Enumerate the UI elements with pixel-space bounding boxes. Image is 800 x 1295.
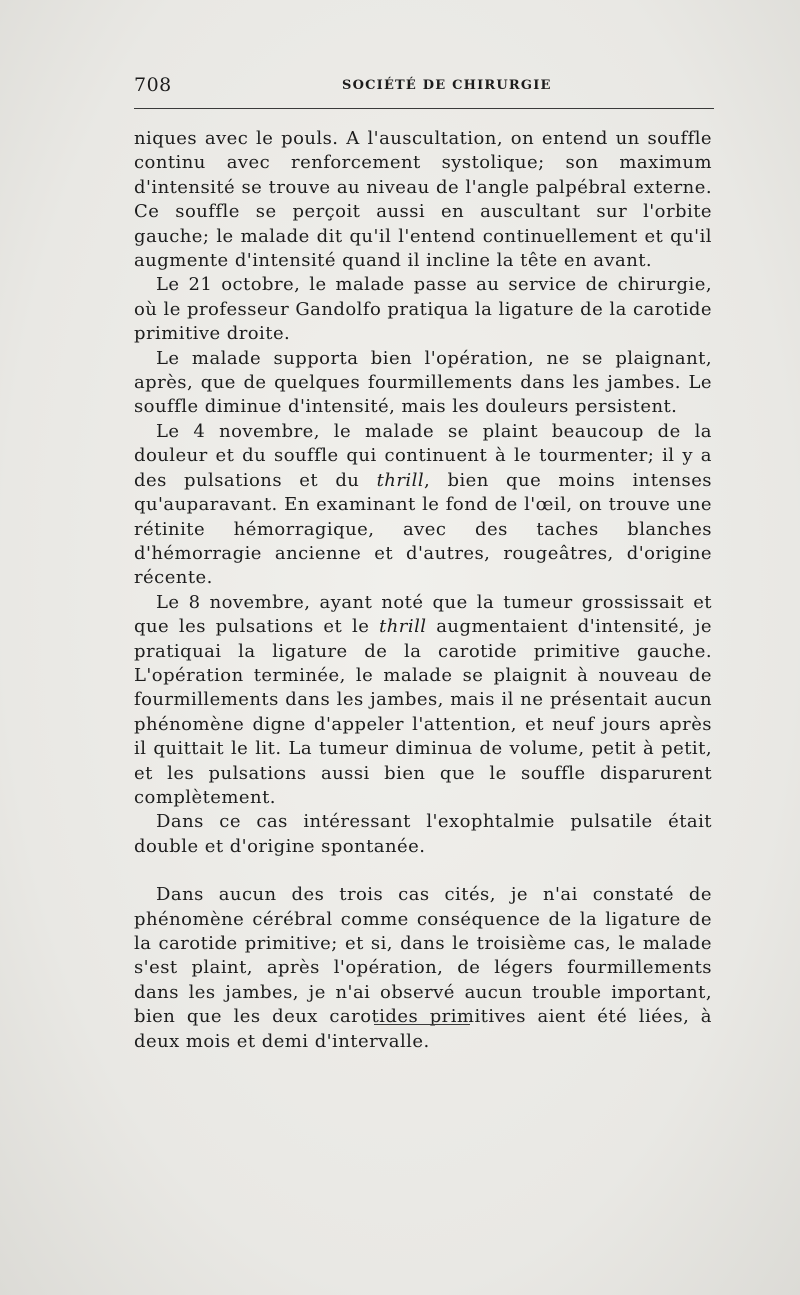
text-run: Le 4 novembre, le malade se plaint beaucoup de la douleur et du souffle qui continuent à le tourmenter; il y a des pulsations et du — [134, 420, 712, 491]
text-run: augmentaient d'intensité, je pratiquai la ligature de la carotide primitive gauche. L'opération terminée, le malade se plaignit à nouveau de fourmillements dans les jambes, mais il ne présentait aucun phénomène digne d'appeler l'attention, et neuf jours après il quittait le lit. La tumeur diminua de volume, petit à petit, et les pulsations aussi bien que le souffle disparurent complètement. — [134, 616, 712, 808]
body-text — [134, 127, 712, 1054]
page-number: 708 — [134, 74, 172, 96]
paragraph — [134, 420, 712, 591]
running-head: SOCIÉTÉ DE CHIRURGIE — [342, 78, 552, 93]
header-rule — [134, 108, 714, 109]
text-run: , bien que moins intenses qu'auparavant. En examinant le fond de l'œil, on trouve une rétinite hémorragique, avec des taches blanches d'hémorragie ancienne et d'autres, rougeâtres, d'origine récente. — [134, 469, 712, 589]
italic-term: thrill — [379, 616, 427, 638]
text-run: Le 8 novembre, ayant noté que la tumeur grossissait et que les pulsations et le — [134, 591, 712, 638]
paragraph-continued: niques avec le pouls. A l'auscultation, on entend un souffle continu avec renforcement systolique; son maximum d'intensité se trouve au niveau de l'angle palpébral externe. Ce souffle se perçoit aussi en auscultant sur l'orbite gauche; le malade dit qu'il l'entend continuellement et qu'il augmente d'intensité quand il incline la tête en avant. — [134, 128, 712, 272]
conclusion-paragraph: Dans aucun des trois cas cités, je n'ai constaté de phénomène cérébral comme conséquence de la ligature de la carotide primitive; et si, dans le troisième cas, le malade s'est plaint, après l'opération, de légers fourmillements dans les jambes, je n'ai observé aucun trouble important, bien que les deux carotides primitives aient été liées, à deux mois et demi d'intervalle. — [134, 884, 712, 1052]
page-header — [134, 72, 714, 102]
section-end-rule — [374, 1024, 470, 1025]
paragraph: Le malade supporta bien l'opération, ne se plaignant, après, que de quelques fourmillements dans les jambes. Le souffle diminue d'intensité, mais les douleurs persistent. — [134, 347, 712, 418]
italic-term: thrill — [376, 469, 425, 491]
paragraph: Dans ce cas intéressant l'exophtalmie pulsatile était double et d'origine spontanée. — [134, 811, 712, 857]
paragraph — [134, 591, 712, 811]
paragraph: Le 21 octobre, le malade passe au service de chirurgie, où le professeur Gandolfo pratiqua la ligature de la carotide primitive droite. — [134, 274, 712, 345]
